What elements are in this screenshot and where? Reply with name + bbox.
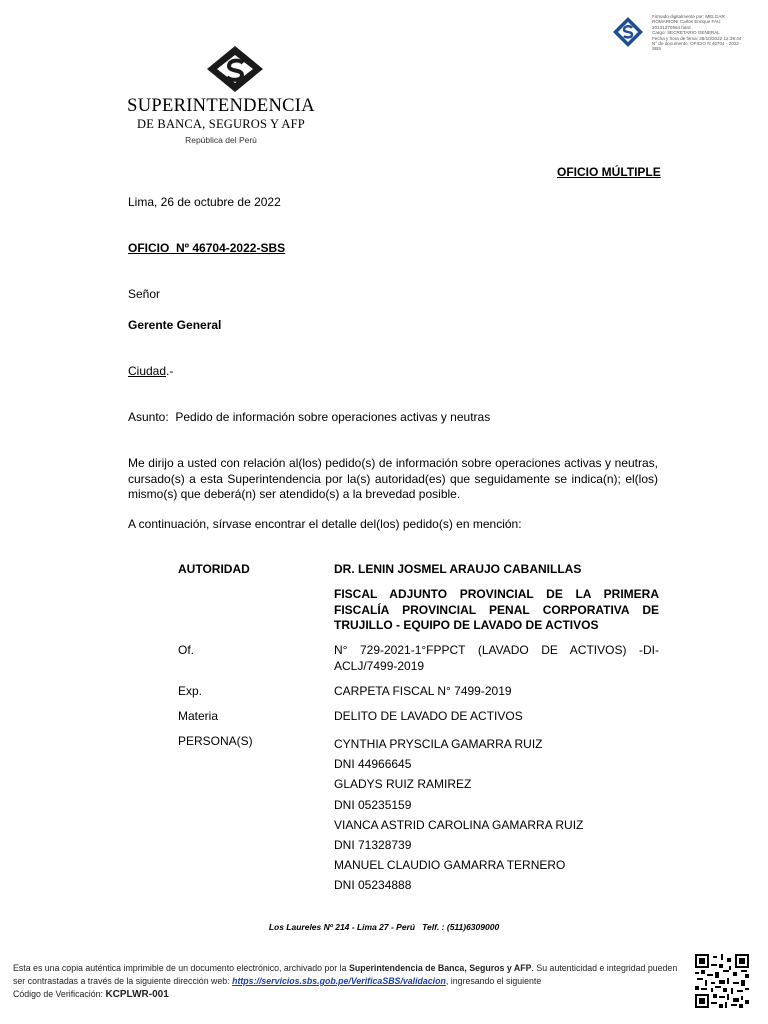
qr-code-icon	[695, 954, 749, 1008]
materia-label: Materia	[178, 709, 219, 723]
persons-list	[334, 734, 583, 896]
verification-link[interactable]: https://servicios.sbs.gob.pe/VerificaSBS/validacion	[232, 976, 446, 986]
paragraph-intro: Me dirijo a usted con relación al(los) pedido(s) de información sobre operaciones activas y neutras, cursado(s) a esta Superintendencia por la(s) autoridad(es) que seguidamente se indica(n); el(los) mismo(s) que deberá(n) ser atendido(s) a la brevedad posible.	[128, 456, 658, 501]
of-label: Of.	[178, 643, 195, 657]
of-value: N° 729-2021-1°FPPCT (LAVADO DE ACTIVOS) -DI-ACLJ/7499-2019	[334, 643, 659, 673]
signature-line: Firmado digitalmente por: MELGAR	[652, 14, 725, 19]
sbs-logo-icon	[193, 44, 277, 98]
digital-signature-icon	[612, 16, 644, 48]
city: Ciudad	[128, 364, 167, 378]
logo-country: República del Perú	[185, 135, 257, 145]
authority-label: AUTORIDAD	[178, 562, 250, 576]
paragraph-detail: A continuación, sírvase encontrar el detalle del(los) pedido(s) en mención:	[128, 517, 522, 531]
logo-name: SUPERINTENDENCIA	[127, 96, 315, 116]
address-footer: Los Laureles Nº 214 - Lima 27 - Perú Telf. : (511)6309000	[268, 922, 500, 932]
authority-name: DR. LENIN JOSMEL ARAUJO CABANILLAS	[334, 562, 582, 576]
materia-value: DELITO DE LAVADO DE ACTIVOS	[334, 709, 523, 723]
list-item: VIANCA ASTRID CAROLINA GAMARRA RUIZ	[334, 817, 584, 832]
oficio-reference: OFICIO Nº 46704-2022-SBS	[128, 241, 286, 255]
signature-line: 20131370564 hard	[652, 24, 691, 30]
signature-line: SBS	[652, 46, 662, 52]
signature-line: Cargo: SECRETARIO GENERAL	[652, 30, 720, 36]
list-item: DNI 05235159	[334, 797, 412, 812]
document-type: OFICIO MÚLTIPLE	[557, 165, 661, 179]
code-label: Código de Verificación:	[13, 989, 106, 999]
subject: Asunto: Pedido de información sobre operaciones activas y neutras	[128, 410, 491, 424]
verification-notice	[13, 962, 683, 1001]
list-item: DNI 71328739	[334, 838, 412, 853]
authority-office: FISCAL ADJUNTO PROVINCIAL DE LA PRIMERA FISCALÍA PROVINCIAL PENAL CORPORATIVA DE TRUJILLO - EQUIPO DE LAVADO DE ACTIVOS	[334, 587, 659, 632]
signature-line: Fecha y hora de firma: 26/10/2022 12:38:44	[652, 35, 742, 41]
signature-line: ROMARIONI Carlos Enrique FAU	[652, 19, 721, 25]
list-item: DNI 05234888	[334, 878, 412, 893]
notice-text: . Su autenticidad e integridad pueden ser contrastadas a través de la siguiente dirección web:	[13, 963, 678, 986]
list-item: DNI 44966645	[334, 757, 412, 772]
list-item: CYNTHIA PRYSCILA GAMARRA RUIZ	[334, 737, 543, 751]
recipient: Gerente General	[128, 318, 222, 332]
salutation: Señor	[128, 287, 161, 301]
persons-label: PERSONA(S)	[178, 734, 253, 748]
city-line	[128, 364, 173, 379]
exp-label: Exp.	[178, 684, 203, 698]
place-date: Lima, 26 de octubre de 2022	[128, 195, 281, 209]
notice-entity: Superintendencia de Banca, Seguros y AFP	[348, 963, 532, 973]
verification-code: KCPLWR-001	[105, 989, 169, 1000]
exp-value: CARPETA FISCAL N° 7499-2019	[334, 684, 512, 698]
logo-subtitle: DE BANCA, SEGUROS Y AFP	[137, 117, 305, 131]
city-suffix: .-	[166, 364, 174, 378]
signature-line: N° de documento: OFICIO N 46704 - 2022 -	[652, 41, 742, 47]
list-item: MANUEL CLAUDIO GAMARRA TERNERO	[334, 858, 566, 873]
notice-text: , ingresando el siguiente	[445, 976, 542, 986]
digital-signature-text	[652, 14, 757, 52]
list-item: GLADYS RUIZ RAMIREZ	[334, 777, 472, 792]
notice-text: Esta es una copia auténtica imprimible de un documento electrónico, archivado por la	[13, 963, 349, 973]
